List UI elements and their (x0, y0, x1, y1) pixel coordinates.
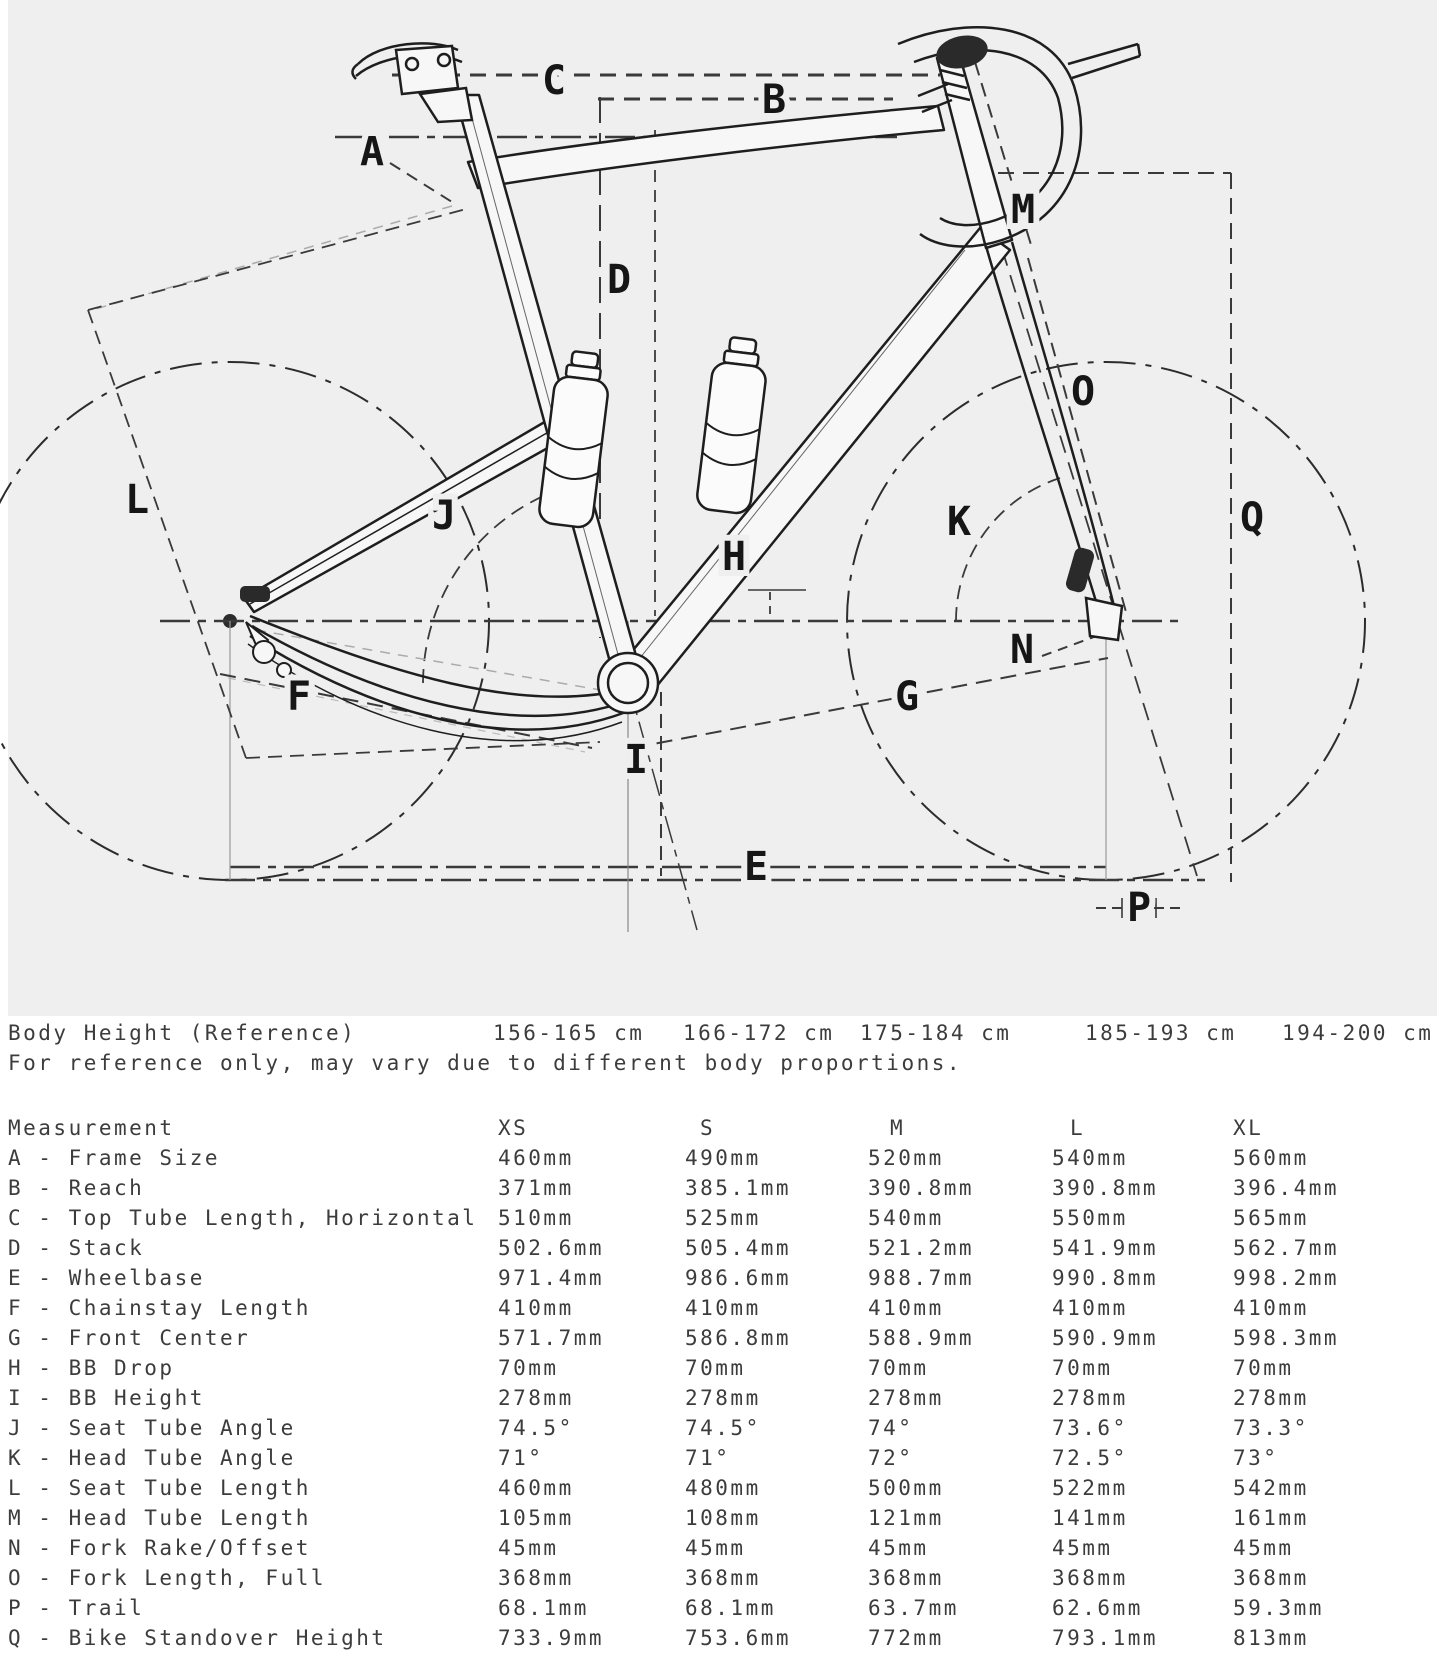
body-height-range: 185-193 cm (1085, 1021, 1237, 1045)
table-row (0, 1356, 1445, 1386)
measurement-value: 278mm (685, 1386, 761, 1410)
measurement-value: 74.5° (498, 1416, 574, 1440)
measurement-value: 598.3mm (1233, 1326, 1340, 1350)
measurement-value: 70mm (1233, 1356, 1294, 1380)
body-height-range: 166-172 cm (683, 1021, 835, 1045)
measurement-value: 71° (685, 1446, 731, 1470)
dim-label-d: D (606, 257, 632, 303)
measurement-value: 540mm (1052, 1146, 1128, 1170)
measurement-label: A - Frame Size (8, 1146, 221, 1170)
measurement-value: 480mm (685, 1476, 761, 1500)
measurement-value: 62.6mm (1052, 1596, 1143, 1620)
measurement-value: 460mm (498, 1146, 574, 1170)
table-row (0, 1416, 1445, 1446)
measurement-value: 410mm (685, 1296, 761, 1320)
measurement-value: 73° (1233, 1446, 1279, 1470)
measurement-value: 278mm (1052, 1386, 1128, 1410)
table-row (0, 1596, 1445, 1626)
measurement-value: 753.6mm (685, 1626, 792, 1650)
measurement-value: 368mm (498, 1566, 574, 1590)
measurement-value: 510mm (498, 1206, 574, 1230)
measurement-value: 105mm (498, 1506, 574, 1530)
dim-label-a: A (359, 129, 385, 175)
measurement-value: 550mm (1052, 1206, 1128, 1230)
measurement-label: J - Seat Tube Angle (8, 1416, 296, 1440)
measurement-value: 141mm (1052, 1506, 1128, 1530)
measurement-value: 70mm (868, 1356, 929, 1380)
measurement-label: N - Fork Rake/Offset (8, 1536, 311, 1560)
column-header-measurement: Measurement (8, 1116, 175, 1140)
measurement-value: 410mm (1052, 1296, 1128, 1320)
measurement-value: 70mm (498, 1356, 559, 1380)
measurement-value: 586.8mm (685, 1326, 792, 1350)
measurement-value: 68.1mm (498, 1596, 589, 1620)
dim-label-k: K (946, 499, 972, 545)
column-header-size: L (1070, 1116, 1086, 1140)
dim-label-f: F (286, 674, 312, 720)
dim-label-p: P (1126, 885, 1152, 931)
measurement-value: 45mm (1233, 1536, 1294, 1560)
measurement-value: 813mm (1233, 1626, 1309, 1650)
measurement-value: 522mm (1052, 1476, 1128, 1500)
measurement-value: 74.5° (685, 1416, 761, 1440)
measurement-value: 565mm (1233, 1206, 1309, 1230)
dim-label-q: Q (1239, 495, 1265, 541)
measurement-value: 500mm (868, 1476, 944, 1500)
table-header-row (0, 1116, 1445, 1146)
table-row (0, 1446, 1445, 1476)
body-height-note: For reference only, may vary due to different body proportions. (8, 1051, 963, 1075)
column-header-size: M (890, 1116, 906, 1140)
measurement-value: 562.7mm (1233, 1236, 1340, 1260)
measurement-value: 410mm (1233, 1296, 1309, 1320)
measurement-value: 520mm (868, 1146, 944, 1170)
measurement-value: 278mm (498, 1386, 574, 1410)
measurement-value: 390.8mm (1052, 1176, 1159, 1200)
measurement-label: K - Head Tube Angle (8, 1446, 296, 1470)
measurement-label: H - BB Drop (8, 1356, 175, 1380)
measurement-label: I - BB Height (8, 1386, 205, 1410)
dim-label-h: H (721, 534, 747, 580)
table-row (0, 1176, 1445, 1206)
measurement-value: 541.9mm (1052, 1236, 1159, 1260)
measurement-value: 71° (498, 1446, 544, 1470)
measurement-label: Q - Bike Standover Height (8, 1626, 387, 1650)
measurement-label: E - Wheelbase (8, 1266, 205, 1290)
measurement-value: 72.5° (1052, 1446, 1128, 1470)
dim-label-m: M (1010, 187, 1036, 233)
measurement-value: 971.4mm (498, 1266, 605, 1290)
measurement-value: 385.1mm (685, 1176, 792, 1200)
body-height-label: Body Height (Reference) (8, 1021, 357, 1045)
body-height-range: 156-165 cm (493, 1021, 645, 1045)
dim-label-i: I (623, 737, 649, 783)
measurement-value: 988.7mm (868, 1266, 975, 1290)
measurement-value: 793.1mm (1052, 1626, 1159, 1650)
body-height-range: 194-200 cm (1282, 1021, 1434, 1045)
measurement-value: 70mm (685, 1356, 746, 1380)
measurement-value: 540mm (868, 1206, 944, 1230)
measurement-value: 588.9mm (868, 1326, 975, 1350)
table-row (0, 1236, 1445, 1266)
measurement-value: 73.3° (1233, 1416, 1309, 1440)
table-row (0, 1566, 1445, 1596)
measurement-value: 74° (868, 1416, 914, 1440)
measurement-value: 560mm (1233, 1146, 1309, 1170)
measurement-value: 70mm (1052, 1356, 1113, 1380)
measurement-value: 733.9mm (498, 1626, 605, 1650)
measurement-value: 410mm (868, 1296, 944, 1320)
table-row (0, 1536, 1445, 1566)
column-header-size: XS (498, 1116, 529, 1140)
table-row (0, 1476, 1445, 1506)
measurement-value: 72° (868, 1446, 914, 1470)
measurement-value: 521.2mm (868, 1236, 975, 1260)
measurement-value: 63.7mm (868, 1596, 959, 1620)
measurement-value: 505.4mm (685, 1236, 792, 1260)
measurement-label: P - Trail (8, 1596, 145, 1620)
measurement-value: 108mm (685, 1506, 761, 1530)
measurement-value: 73.6° (1052, 1416, 1128, 1440)
measurement-value: 502.6mm (498, 1236, 605, 1260)
measurement-value: 68.1mm (685, 1596, 776, 1620)
table-row (0, 1146, 1445, 1176)
measurement-value: 396.4mm (1233, 1176, 1340, 1200)
measurement-label: M - Head Tube Length (8, 1506, 311, 1530)
measurement-label: D - Stack (8, 1236, 145, 1260)
table-row (0, 1326, 1445, 1356)
measurement-label: B - Reach (8, 1176, 145, 1200)
body-height-range: 175-184 cm (860, 1021, 1012, 1045)
measurement-value: 986.6mm (685, 1266, 792, 1290)
table-row (0, 1206, 1445, 1236)
measurement-value: 278mm (1233, 1386, 1309, 1410)
measurement-label: O - Fork Length, Full (8, 1566, 327, 1590)
measurement-value: 368mm (685, 1566, 761, 1590)
column-header-size: XL (1233, 1116, 1264, 1140)
measurement-value: 390.8mm (868, 1176, 975, 1200)
table-row (0, 1266, 1445, 1296)
measurement-value: 45mm (498, 1536, 559, 1560)
measurement-value: 45mm (685, 1536, 746, 1560)
measurement-value: 278mm (868, 1386, 944, 1410)
table-row (0, 1296, 1445, 1326)
measurement-value: 542mm (1233, 1476, 1309, 1500)
measurement-value: 490mm (685, 1146, 761, 1170)
dim-label-g: G (894, 674, 920, 720)
measurement-value: 45mm (1052, 1536, 1113, 1560)
measurement-value: 368mm (868, 1566, 944, 1590)
measurement-label: F - Chainstay Length (8, 1296, 311, 1320)
dim-label-c: C (541, 58, 567, 104)
dim-label-o: O (1070, 369, 1096, 415)
dim-label-l: L (124, 477, 150, 523)
measurement-value: 368mm (1052, 1566, 1128, 1590)
measurement-value: 772mm (868, 1626, 944, 1650)
measurement-value: 590.9mm (1052, 1326, 1159, 1350)
dim-label-j: J (431, 493, 457, 539)
measurement-value: 371mm (498, 1176, 574, 1200)
column-header-size: S (700, 1116, 716, 1140)
measurement-label: G - Front Center (8, 1326, 251, 1350)
measurement-value: 571.7mm (498, 1326, 605, 1350)
table-row (0, 1506, 1445, 1536)
measurement-value: 161mm (1233, 1506, 1309, 1530)
body-height-row (0, 1021, 1445, 1051)
measurement-value: 990.8mm (1052, 1266, 1159, 1290)
measurement-value: 368mm (1233, 1566, 1309, 1590)
measurement-value: 460mm (498, 1476, 574, 1500)
measurement-value: 45mm (868, 1536, 929, 1560)
measurement-value: 121mm (868, 1506, 944, 1530)
dim-label-n: N (1009, 627, 1035, 673)
measurement-label: C - Top Tube Length, Horizontal (8, 1206, 478, 1230)
measurement-value: 410mm (498, 1296, 574, 1320)
dim-label-e: E (743, 844, 769, 890)
measurement-value: 998.2mm (1233, 1266, 1340, 1290)
table-row (0, 1386, 1445, 1416)
table-row (0, 1626, 1445, 1656)
measurement-label: L - Seat Tube Length (8, 1476, 311, 1500)
measurement-value: 525mm (685, 1206, 761, 1230)
dim-label-b: B (761, 77, 787, 123)
measurement-value: 59.3mm (1233, 1596, 1324, 1620)
